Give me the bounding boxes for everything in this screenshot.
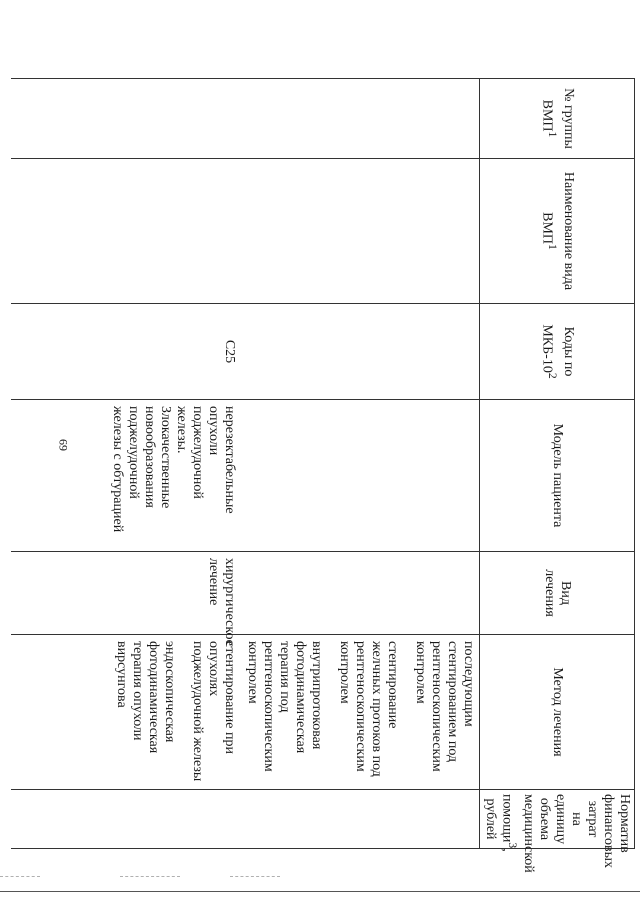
method-text: стентирование желчных протоков под рентгеноскопическим контролем [337, 641, 401, 777]
cell-treatment-type: хирургическое лечение [11, 552, 240, 635]
cell-treatment-method [240, 635, 480, 790]
cell-patient-model [240, 400, 480, 552]
scan-artifact [230, 876, 280, 877]
cell-vmp-name [11, 159, 240, 304]
method-text: эндоскопическая фотодинамическая терапия опухоли вирсунгова [114, 641, 178, 754]
table-row [240, 79, 480, 849]
method-text: последующим стентированием под рентгеноскопическим контролем [413, 641, 477, 772]
cell-treatment-type [240, 552, 480, 635]
header-vmp-name: Наименование вида ВМП$^1$ [480, 159, 635, 304]
page-edge-line [0, 891, 640, 892]
cell-treatment-method [11, 635, 240, 790]
scan-artifact [0, 876, 40, 877]
rotated-page [83, 78, 635, 873]
cell-vmp-name [240, 159, 480, 304]
header-treatment-method: Метод лечения [480, 635, 635, 790]
header-row [480, 79, 635, 849]
cell-group-no [240, 79, 480, 159]
method-text: стентирование при опухолях поджелудочной железы [190, 641, 238, 782]
header-patient-model: Модель пациента [480, 400, 635, 552]
cell-patient-model: нерезектабельные опухоли поджелудочной железы. Злокачественные новообразования поджелудочной железы с обтурацией [11, 400, 240, 552]
method-text: внутрипротоковая фотодинамическая терапия под рентгеноскопическим контролем [245, 641, 325, 772]
vmp-table [11, 78, 635, 873]
header-icd-codes: Коды по МКБ-$10^2$ [480, 304, 635, 400]
cell-cost-norm [11, 790, 240, 849]
header-group-no: № группы ВМП$^1$ [480, 79, 635, 159]
header-treatment-type: Вид лечения [480, 552, 635, 635]
table-row [11, 79, 240, 849]
cell-group-no [11, 79, 240, 159]
cell-cost-norm [240, 790, 480, 849]
page-number: 69 [56, 439, 71, 451]
header-cost-norm: Норматив финансовых затрат на единицу объема медицинской помощи$^3$, рублей [480, 790, 635, 849]
scan-artifact [120, 876, 180, 877]
cell-icd-codes [240, 304, 480, 400]
cell-icd-codes: C25 [11, 304, 240, 400]
